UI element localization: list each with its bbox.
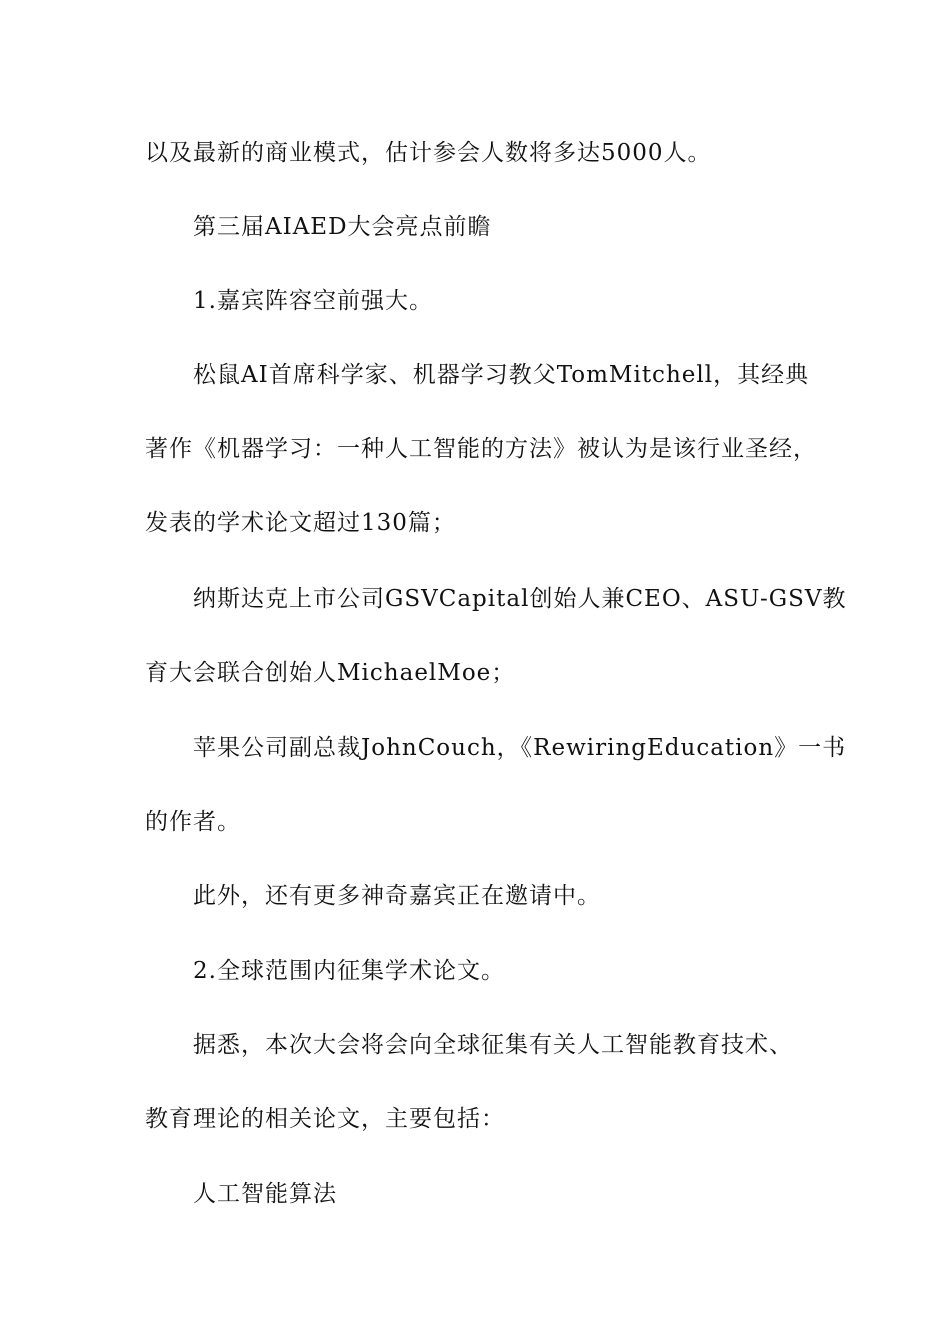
paragraph-line-7: 苹果公司副总裁JohnCouch，《RewiringEducation》一书 bbox=[193, 735, 847, 761]
paragraph-line-3: 著作《机器学习：一种人工智能的方法》被认为是该行业圣经， bbox=[145, 436, 817, 462]
paragraph-line-8: 的作者。 bbox=[145, 809, 241, 835]
paragraph-line-10: 据悉，本次大会将会向全球征集有关人工智能教育技术、 bbox=[193, 1032, 793, 1058]
paragraph-line-5: 纳斯达克上市公司GSVCapital创始人兼CEO、ASU-GSV教 bbox=[193, 586, 847, 612]
paragraph-line-12: 人工智能算法 bbox=[193, 1181, 337, 1207]
paragraph-line-1: 以及最新的商业模式，估计参会人数将多达5000人。 bbox=[145, 140, 712, 166]
section-heading: 第三届AIAED大会亮点前瞻 bbox=[193, 214, 492, 240]
paragraph-line-2: 松鼠AI首席科学家、机器学习教父TomMitchell，其经典 bbox=[193, 362, 810, 388]
list-heading-1: 1.嘉宾阵容空前强大。 bbox=[193, 288, 433, 314]
paragraph-line-11: 教育理论的相关论文，主要包括： bbox=[145, 1106, 505, 1132]
list-heading-2: 2.全球范围内征集学术论文。 bbox=[193, 958, 505, 984]
paragraph-line-9: 此外，还有更多神奇嘉宾正在邀请中。 bbox=[193, 883, 601, 909]
paragraph-line-4: 发表的学术论文超过130篇； bbox=[145, 510, 456, 536]
paragraph-line-6: 育大会联合创始人MichaelMoe； bbox=[145, 660, 516, 686]
